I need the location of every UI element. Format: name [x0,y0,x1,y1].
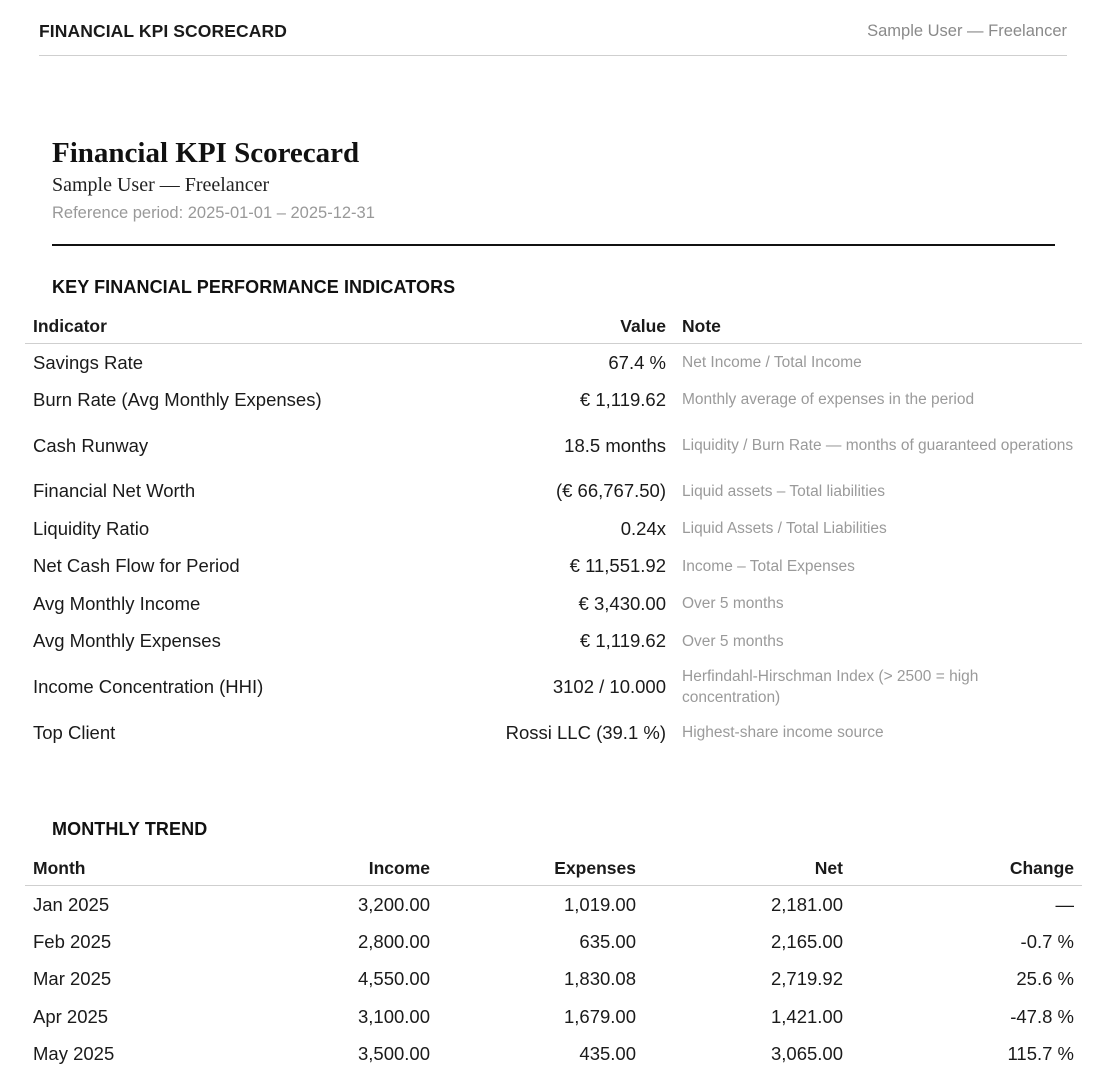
kpi-indicator: Top Client [33,721,116,743]
kpi-indicator: Savings Rate [33,351,144,373]
reference-period: Reference period: 2025-01-01 – 2025-12-31 [52,204,375,222]
column-header-value: Value [495,309,674,344]
month-cell: Mar 2025 [33,968,112,990]
column-header-note: Note [674,309,1082,344]
column-header-change: Change [851,851,1082,886]
document-owner: Sample User — Freelancer [867,22,1067,40]
kpi-indicator: Income Concentration (HHI) [33,676,264,697]
net-cell: 2,181.00 [770,893,843,915]
change-cell: 115.7 % [1007,1043,1074,1065]
kpi-note: Herfindahl-Hirschman Index (> 2500 = high concentration) [682,668,979,706]
kpi-note: Over 5 months [682,632,784,650]
kpi-value: € 3,430.00 [578,592,666,614]
table-row [25,510,1082,548]
income-cell: 3,500.00 [357,1043,430,1065]
kpi-note: Liquid Assets / Total Liabilities [682,520,887,538]
expenses-cell: 435.00 [579,1043,636,1065]
kpi-value: 3102 / 10.000 [552,676,666,697]
trend-section-title: MONTHLY TREND [52,819,208,839]
kpi-section-title: KEY FINANCIAL PERFORMANCE INDICATORS [52,277,456,297]
table-row [25,381,1082,419]
kpi-note: Liquid assets – Total liabilities [682,482,886,500]
expenses-cell: 635.00 [579,930,636,952]
column-header-indicator: Indicator [25,309,495,344]
change-cell: 25.6 % [1016,968,1074,990]
kpi-indicator: Cash Runway [33,434,149,456]
income-cell: 3,100.00 [357,1005,430,1027]
kpi-note: Net Income / Total Income [682,354,862,371]
column-header-expenses: Expenses [438,851,644,886]
expenses-cell: 1,019.00 [563,893,636,915]
expenses-cell: 1,830.08 [563,968,636,990]
kpi-indicator: Net Cash Flow for Period [33,555,240,577]
kpi-indicator: Burn Rate (Avg Monthly Expenses) [33,388,322,410]
kpi-note: Over 5 months [682,595,784,613]
table-row [25,923,1082,961]
page-title: Financial KPI Scorecard [52,137,360,169]
table-row [25,886,1082,924]
kpi-note: Income – Total Expenses [682,557,855,575]
kpi-note: Highest-share income source [682,724,884,742]
kpi-indicator: Avg Monthly Expenses [33,630,221,652]
table-header-row [25,309,1082,344]
column-header-income: Income [228,851,438,886]
kpi-table [25,309,1082,752]
table-row [25,1036,1082,1074]
monthly-trend-table [25,851,1082,1073]
net-cell: 2,165.00 [770,930,843,952]
page-subtitle: Sample User — Freelancer [52,174,270,196]
change-cell: — [1055,893,1074,915]
kpi-value: 0.24x [620,517,666,539]
net-cell: 3,065.00 [770,1043,843,1065]
month-cell: May 2025 [33,1043,115,1065]
kpi-indicator: Avg Monthly Income [33,592,201,614]
table-row [25,961,1082,999]
table-row [25,548,1082,586]
expenses-cell: 1,679.00 [563,1005,636,1027]
table-row [25,998,1082,1036]
table-row [25,473,1082,511]
kpi-value: € 11,551.92 [569,555,666,577]
net-cell: 2,719.92 [770,968,843,990]
kpi-value: € 1,119.62 [579,388,666,410]
column-header-month: Month [25,851,228,886]
kpi-value: 67.4 % [608,351,666,373]
income-cell: 4,550.00 [357,968,430,990]
income-cell: 3,200.00 [357,893,430,915]
kpi-value: € 1,119.62 [579,630,666,652]
document-label: FINANCIAL KPI SCORECARD [39,21,287,41]
table-row [25,419,1082,473]
kpi-note: Monthly average of expenses in the period [682,391,975,409]
month-cell: Jan 2025 [33,893,110,915]
table-row [25,660,1082,714]
column-header-net: Net [644,851,851,886]
table-row [25,585,1082,623]
month-cell: Apr 2025 [33,1005,109,1027]
income-cell: 2,800.00 [357,930,430,952]
kpi-note: Liquidity / Burn Rate — months of guaranteed operations [682,437,1074,454]
report-header [52,135,1055,224]
table-row [25,623,1082,661]
table-row [25,344,1082,382]
kpi-value: (€ 66,767.50) [555,480,666,502]
kpi-indicator: Financial Net Worth [33,480,196,502]
kpi-value: 18.5 months [564,434,666,456]
table-header-row [25,851,1082,886]
kpi-value: Rossi LLC (39.1 %) [505,721,666,743]
header-divider [52,244,1055,246]
change-cell: -0.7 % [1020,930,1074,952]
month-cell: Feb 2025 [33,930,112,952]
table-row [25,714,1082,752]
top-bar [39,18,1067,56]
net-cell: 1,421.00 [770,1005,843,1027]
change-cell: -47.8 % [1010,1005,1074,1027]
kpi-indicator: Liquidity Ratio [33,517,150,539]
